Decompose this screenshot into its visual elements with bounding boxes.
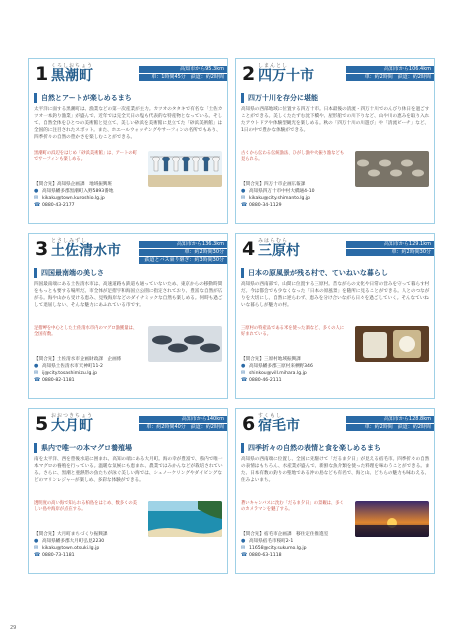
phone-icon: ☎ xyxy=(241,552,248,558)
card-description: 南を太平洋、西を豊後水道に囲まれ、高知の端にある大月町。海の幸が豊富で、県内で唯一本マグロの養殖を行っている。温暖な気候にも恵まれ、農業ではみかんなどが栽培されている。さらに、黒潮と亜熱帯の魚たちが泳ぐ美しい海では、シュノーケリングやダイビングなどのマリンレジャーが楽しめ、多彩な体験ができる。 xyxy=(34,457,223,483)
town-name: 土佐清水市 xyxy=(51,243,121,259)
contact-address: 高知県幡多郡黒潮町入野5893番地 xyxy=(42,189,114,194)
contact-block xyxy=(34,356,149,384)
distance-badge-line: 鉄道とバス乗り継ぎ：約3時間30分 xyxy=(139,257,227,264)
phone-icon: ☎ xyxy=(34,377,41,383)
town-number: 1 xyxy=(35,63,49,85)
card-header xyxy=(236,59,434,91)
town-photo xyxy=(355,326,429,362)
location-pin-icon: ● xyxy=(34,363,39,369)
card-header xyxy=(236,409,434,441)
card-description: 四国最南端にある土佐清水市は、高速道路も鉄道も通っていないため、東京からの移動時間をもっとも要する場所だ。市全体が足摺宇和海国立公園に指定されており、豊富な自然が広がる。海や山から受ける恵み、見残海岸などのダイナミックな自然も楽しめる。何時も過ごして退屈しない、そんな魅力にあふれている市です。 xyxy=(34,282,223,308)
town-number: 2 xyxy=(242,63,256,85)
contact-phone: 0880-46-2111 xyxy=(249,378,282,383)
distance-badge xyxy=(346,241,434,257)
town-card-otsuki xyxy=(28,408,228,574)
town-photo xyxy=(355,501,429,537)
location-pin-icon: ● xyxy=(34,538,39,544)
card-headline: 四季折々の自然の表情と食を楽しめるまち xyxy=(241,443,431,453)
contact-address: 高知県土佐清水市天神町11-2 xyxy=(42,364,103,369)
town-name: 大月町 xyxy=(51,418,93,434)
mail-icon: ✉ xyxy=(34,195,39,201)
contact-address: 高知県幡多郡大月町弘見2230 xyxy=(42,539,105,544)
mail-icon: ✉ xyxy=(241,195,246,201)
distance-badge xyxy=(139,416,227,432)
contact-label: 【問合先】四万十市企画広報課 xyxy=(241,182,306,187)
distance-badge-line: 車：約2時間30分 xyxy=(346,249,434,256)
town-name: 黒潮町 xyxy=(51,68,93,84)
town-name: 三原村 xyxy=(258,243,300,259)
town-card-kuroshio xyxy=(28,58,228,224)
mail-icon: ✉ xyxy=(34,545,39,551)
card-headline: 四国最南端の美しさ xyxy=(34,268,224,278)
distance-badge-line: 高知市から136.3km xyxy=(139,241,227,248)
contact-email[interactable]: kikaku@town.kuroshio.lg.jp xyxy=(42,196,105,201)
distance-badge-line: 高知市から140km xyxy=(139,416,227,423)
card-description: 高知県の西南端に位置し、全国に先駆けて「だるま夕日」が見える宿毛市。四季折々の自然の表情はもちろん、水産業が盛んで、新鮮な魚介類を使った料理を味わうことができる。また、日本有数の釣りの聖地である沖の島なども有名で、海と山、どちらの魅力も味わえる、住みよいまち。 xyxy=(241,457,430,483)
photo-caption: 黒潮町の浜辺をはじめ「砂浜美術館」は、アートの町でサーフィンも楽しめる。 xyxy=(34,151,137,162)
contact-email[interactable]: kikaku@city.shimanto.lg.jp xyxy=(249,196,311,201)
contact-label: 【問合先】大月町まちづくり振興課 xyxy=(34,532,108,537)
card-header xyxy=(29,409,227,441)
card-header xyxy=(29,234,227,266)
town-reading: とさしみずし xyxy=(51,238,88,244)
distance-badge-line: 高知市から106.4km xyxy=(346,66,434,73)
town-card-shimanto xyxy=(235,58,435,224)
town-photo xyxy=(148,151,222,187)
distance-badge-line: 高知市から128.8km xyxy=(346,416,434,423)
town-reading: すくもし xyxy=(258,413,283,419)
card-headline: 四万十川を存分に堪能 xyxy=(241,93,431,103)
contact-phone: 0880-82-1181 xyxy=(42,378,75,383)
location-pin-icon: ● xyxy=(241,363,246,369)
distance-badge xyxy=(346,66,434,82)
card-header xyxy=(236,234,434,266)
contact-email[interactable]: 11658@city.sukumo.lg.jp xyxy=(249,546,307,551)
contact-block xyxy=(241,181,356,209)
location-pin-icon: ● xyxy=(241,538,246,544)
town-reading: おおつきちょう xyxy=(51,413,93,419)
photo-caption: 蒼いキャンバスに沈む「だるま夕日」の景観は、多くのカメラマンを魅了する。 xyxy=(241,501,344,512)
contact-email[interactable]: shinkou@vill.mihara.lg.jp xyxy=(249,371,307,376)
card-headline: 県内で唯一の本マグロ養殖場 xyxy=(34,443,224,453)
town-photo xyxy=(355,151,429,187)
distance-badge-line: 車：1時間45分 鉄道：約2時間 xyxy=(139,74,227,81)
photo-caption: 三原村の特産品である米を使った酒など、多くの人に好まれている。 xyxy=(241,326,345,337)
card-description: 高知県の西南部で、山間に位置する三原村。昔ながらの文化や日常の営みを守って暮らす村だ。今は都会でも少なくなった「日本の原風景」を随所に見ることができる。人とのつながりを大切にし、自然に逆らわず、恵みを分け合いながら日々を過ごしていく。そんなていねいな暮らしが魅力の村。 xyxy=(241,282,430,308)
card-description: 高知県の西部地域に位置する四万十市。日本最後の清流・四万十川でのんびり休日を過ごすことができる。美しくたたずむ沈下橋や、屋形船での川下りなど、山や川の恵みを取り入れたアウトドアや体験型観光を楽しめる。秋の「四万十川の川遊び」や「清流ビーチ」など、1日の中で豊かな体験ができる。 xyxy=(241,107,430,133)
distance-badge-line: 車：約2時間40分 鉄道：約2時間 xyxy=(139,424,227,431)
contact-label: 【問合先】土佐清水市企画財政課 企画係 xyxy=(34,357,122,362)
distance-badge-line: 車：約2時間 鉄道：約2時間 xyxy=(346,74,434,81)
contact-address: 高知県四万十市中村大橋通4-10 xyxy=(249,189,315,194)
town-reading: みはらむら xyxy=(258,238,289,244)
card-description: 太平洋に面する黒潮町は、漁業などの第一次産業が主力。カツオのタタキで有名な「土佐カツオ一本釣り漁業」が盛んで、近年では完全天日の塩も代表的な特産物となっている。そして、自然全体をひとつの美術館と見立て、美しい砂浜を美術館に見立てた「砂浜美術館」は全国的に注目されたスポット。また、ホエールウォッチングやサーフィンの名所でもあり、四季折々の自然の豊かさを楽しむことができる。 xyxy=(34,107,223,140)
distance-badge xyxy=(139,66,227,82)
mail-icon: ✉ xyxy=(241,370,246,376)
contact-phone: 0880-63-1118 xyxy=(249,553,282,558)
town-card-mihara xyxy=(235,233,435,399)
town-reading: しまんとし xyxy=(258,63,289,69)
town-photo xyxy=(148,501,222,537)
phone-icon: ☎ xyxy=(241,202,248,208)
distance-badge-line: 車：約2時間30分 xyxy=(139,249,227,256)
phone-icon: ☎ xyxy=(34,202,41,208)
photo-caption: 透明度の高い海で知られる柏島をはじめ、数多くの美しい島や海岸が点在する。 xyxy=(34,501,137,512)
distance-badge-line: 高知市から95.3km xyxy=(139,66,227,73)
photo-caption: 足摺岬を中心とした土佐清水市内のマグロ漁獲量は、全国有数。 xyxy=(34,326,138,337)
contact-label: 【問合先】高知県企画課 地域振興班 xyxy=(34,182,113,187)
photo-caption: 古くから伝わる伝統漁法、ひがし漁や火振り漁なども見られる。 xyxy=(241,151,345,162)
contact-email[interactable]: kikaku@town.otsuki.lg.jp xyxy=(42,546,100,551)
town-card-tosashimizu xyxy=(28,233,228,399)
contact-block xyxy=(241,531,356,559)
contact-block xyxy=(34,181,149,209)
contact-block xyxy=(241,356,356,384)
town-reading: くろしおちょう xyxy=(51,63,94,69)
location-pin-icon: ● xyxy=(241,188,246,194)
contact-label: 【問合先】宿毛市企画課 移住定住推進室 xyxy=(241,532,329,537)
distance-badge xyxy=(139,241,227,265)
contact-phone: 0880-43-2177 xyxy=(42,203,75,208)
card-headline: 自然とアートが楽しめるまち xyxy=(34,93,224,103)
mail-icon: ✉ xyxy=(241,545,246,551)
distance-badge xyxy=(346,416,434,432)
contact-address: 高知県宿毛市桜町2-1 xyxy=(249,539,294,544)
mail-icon: ✉ xyxy=(34,370,39,376)
phone-icon: ☎ xyxy=(241,377,248,383)
card-headline: 日本の原風景が残る村で、ていねいな暮らし xyxy=(241,268,431,278)
phone-icon: ☎ xyxy=(34,552,41,558)
town-card-sukumo xyxy=(235,408,435,574)
contact-phone: 0880-73-1181 xyxy=(42,553,75,558)
contact-email[interactable]: ij@city.tosashimizu.lg.jp xyxy=(42,371,98,376)
contact-address: 高知県幡多郡三原村来栖野346 xyxy=(249,364,313,369)
page-number: 29 xyxy=(10,625,17,631)
town-name: 四万十市 xyxy=(258,68,314,84)
town-number: 4 xyxy=(242,238,256,260)
location-pin-icon: ● xyxy=(34,188,39,194)
card-header xyxy=(29,59,227,91)
town-number: 3 xyxy=(35,238,49,260)
contact-phone: 0880-34-1129 xyxy=(249,203,282,208)
contact-label: 【問合先】三原村地域振興課 xyxy=(241,357,301,362)
town-number: 6 xyxy=(242,413,256,435)
distance-badge-line: 高知市から129.1km xyxy=(346,241,434,248)
town-photo xyxy=(148,326,222,362)
distance-badge-line: 車：約2時間 鉄道：約2時間 xyxy=(346,424,434,431)
contact-block xyxy=(34,531,149,559)
town-name: 宿毛市 xyxy=(258,418,300,434)
town-number: 5 xyxy=(35,413,49,435)
